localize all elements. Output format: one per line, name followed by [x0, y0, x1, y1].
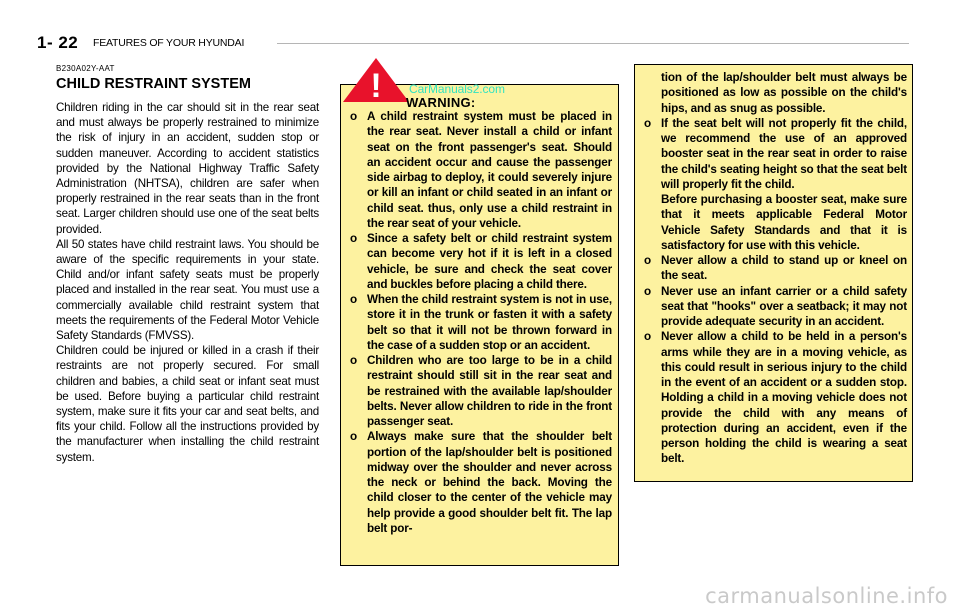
booster-note: Before purchasing a booster seat, make sure that it meets applicable Federal Motor Vehicle Safety Standards and that it is satisfactory for use with this vehicle. — [661, 193, 907, 252]
bullet-mark: o — [644, 254, 651, 267]
list-item-text: Never use an infant carrier or a child safety seat that "hooks" over a seatback; it may not provide adequate security in an accident. — [661, 284, 907, 328]
list-item — [350, 292, 612, 353]
warning-triangle-icon — [341, 56, 411, 104]
bullet-mark: o — [350, 430, 357, 444]
list-item — [644, 253, 907, 284]
article-code: B230A02Y-AAT — [56, 64, 115, 73]
list-item — [644, 284, 907, 330]
header-rule — [277, 43, 909, 44]
article-paragraph: All 50 states have child restraint laws. You should be aware of the specific requirements in your state. Child and/or infant safety seats must be properly placed and installed in the rear seat. You must use a commercially available child restraint system that meets the requirements of the Federal Motor Vehicle Safety Standards (FMVSS). — [56, 237, 319, 343]
bullet-mark: o — [644, 284, 651, 298]
list-item — [350, 353, 612, 429]
list-item-text: Never allow a child to stand up or kneel on the seat. — [661, 254, 907, 283]
bullet-mark: o — [350, 110, 357, 123]
list-item — [350, 109, 612, 231]
watermark-text: CarManuals2.com — [409, 82, 505, 96]
bullet-mark: o — [350, 232, 357, 245]
article-column — [56, 64, 319, 465]
bullet-mark: o — [350, 354, 357, 367]
page-number: 1- 22 — [37, 33, 79, 52]
warning-exclamation-icon: ! — [370, 67, 382, 104]
list-item — [644, 116, 907, 192]
bullet-mark: o — [350, 293, 357, 306]
warning-title: WARNING: — [406, 95, 476, 110]
list-item-text: Children who are too large to be in a child restraint should still sit in the rear seat and be restrained with the available lap/shoulder belts. Never allow children to ride in the front passenger seat. — [367, 354, 612, 428]
article-paragraph: Children riding in the car should sit in the rear seat and must always be properly restrained to minimize the risk of injury in an accident, sudden stop or sudden maneuver. According to accident statistics provided by the National Highway Traffic Safety Administration (NHTSA), children are safer when properly restrained in the rear seats than in the front seat. Larger children should use one of the seat belts provided. — [56, 101, 319, 236]
warning-list-left — [350, 109, 612, 536]
list-item-text: Always make sure that the shoulder belt portion of the lap/shoulder belt is positioned midway over the shoulder and never across the neck or behind the back. Moving the child closer to the center of the vehicle may help provide a good shoulder belt fit. The lap belt por- — [367, 430, 612, 535]
list-item-text: Since a safety belt or child restraint system can become very hot if it is left in a closed vehicle, be sure and check the seat cover and buckles before placing a child there. — [367, 232, 612, 291]
page-header — [37, 33, 909, 53]
list-item — [350, 429, 612, 536]
warning-list-right — [644, 70, 907, 467]
list-item-text: Never allow a child to be held in a person's arms while they are in a moving vehicle, as this could result in serious injury to the child in the event of an accident or a sudden stop. Holding a child in a moving vehicle does not provide the child with any means of protection during an accident, even if the person holding the child is wearing a seat belt. — [661, 330, 907, 466]
list-item-text: A child restraint system must be placed in the rear seat. Never install a child or infant seat on the front passenger's seat. Should an accident occur and cause the passenger side airbag to deploy, it could severely injure or kill an infant or child seated in an infant or child seat. thus, only use a child restraint in the rear seat of your vehicle. — [367, 110, 612, 230]
continued-text: tion of the lap/shoulder belt must always be positioned as low as possible on the child's hips, and as snug as possible. — [661, 71, 907, 115]
bullet-mark: o — [644, 330, 651, 344]
list-item — [350, 231, 612, 292]
article-paragraph: Children could be injured or killed in a crash if their restraints are not properly secured. For small children and babies, a child seat or infant seat must be used. Before buying a particular child restraint system, make sure it fits your car and seat belts, and fits your child. Follow all the instructions provided by the manufacturer when installing the child restraint system. — [56, 344, 319, 464]
list-item — [644, 329, 907, 466]
list-item-text: If the seat belt will not properly fit the child, we recommend the use of an approved booster seat in the rear seat in order to raise the child's seating height so that the seat belt will properly fit the child. — [661, 116, 907, 191]
bullet-mark: o — [644, 116, 651, 130]
footer-watermark: carmanualsonline.info — [705, 584, 948, 608]
section-title: FEATURES OF YOUR HYUNDAI — [93, 37, 245, 49]
article-heading: CHILD RESTRAINT SYSTEM — [56, 76, 251, 92]
list-item-text: When the child restraint system is not in use, store it in the trunk or fasten it with a safety belt so that it will not be thrown forward in the case of a sudden stop or an accident. — [367, 293, 612, 352]
